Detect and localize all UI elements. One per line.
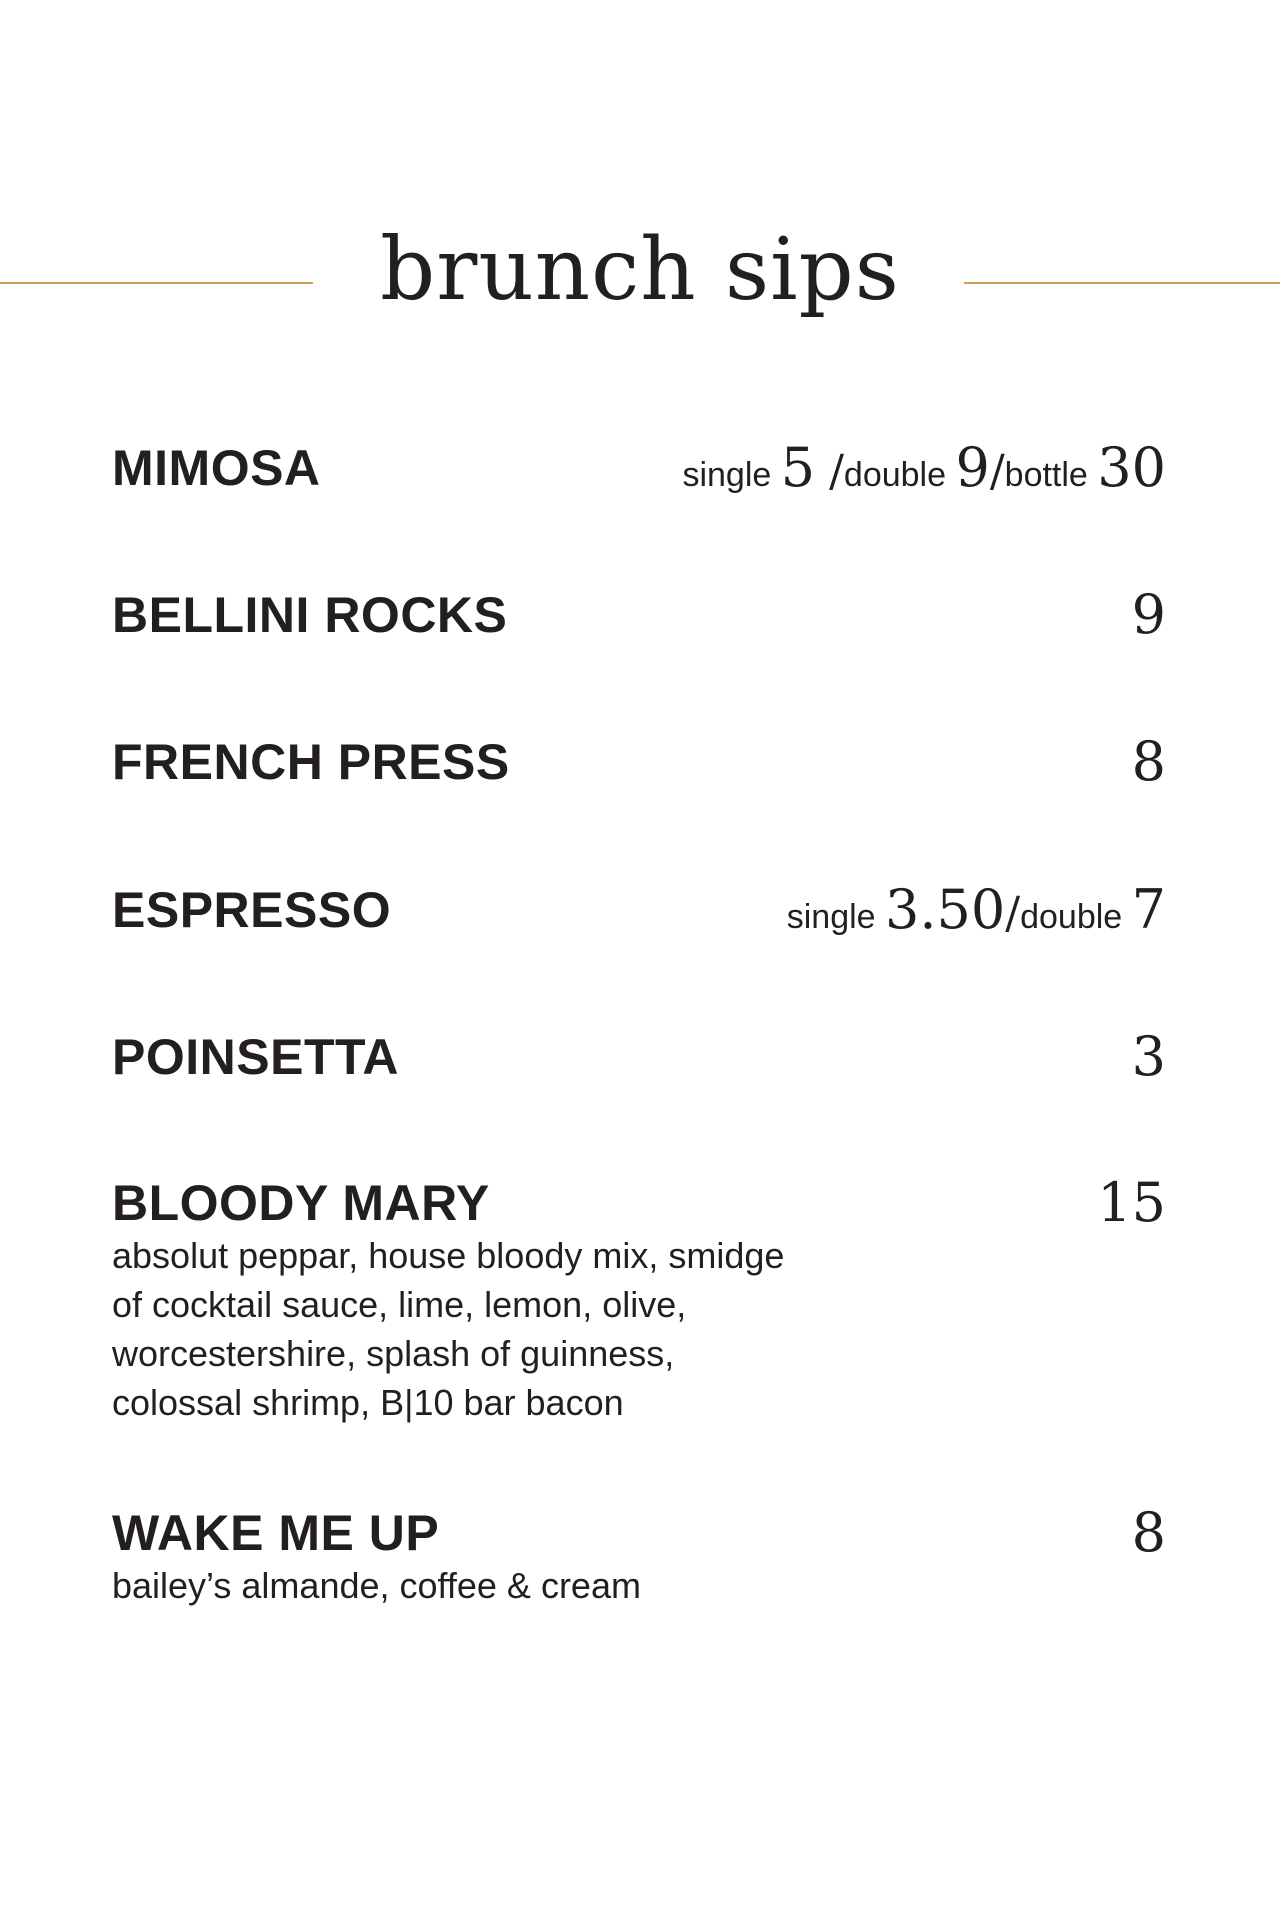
item-price — [1097, 1173, 1166, 1246]
item-price — [1132, 585, 1166, 658]
price-size-label: double — [1020, 898, 1132, 936]
price-separator: / — [1005, 888, 1021, 939]
item-description — [112, 1231, 872, 1427]
price-value: 30 — [1097, 436, 1166, 499]
price-value: 8 — [1131, 730, 1166, 793]
description-line: absolut peppar, house bloody mix, smidge — [112, 1235, 785, 1276]
price-value: 9 — [1131, 583, 1166, 646]
price-value: 5 — [780, 436, 816, 499]
item-name: MIMOSA — [112, 440, 321, 496]
menu-title: brunch sips — [380, 220, 900, 320]
description-line: bailey’s almande, coffee & cream — [112, 1565, 641, 1606]
description-line: of cocktail sauce, lime, lemon, olive, — [112, 1284, 687, 1325]
item-name: ESPRESSO — [112, 882, 392, 938]
item-price — [682, 438, 1166, 511]
price-value: 15 — [1097, 1171, 1166, 1234]
item-price — [1132, 1503, 1166, 1576]
price-separator: / — [815, 446, 844, 497]
item-price — [1132, 732, 1166, 805]
price-value: 7 — [1131, 878, 1166, 941]
price-separator: / — [989, 446, 1005, 497]
item-name: POINSETTA — [112, 1029, 399, 1085]
price-size-label: double — [843, 456, 956, 494]
price-size-label: single — [682, 456, 781, 494]
item-price — [1132, 1027, 1166, 1100]
price-value: 3 — [1131, 1025, 1166, 1088]
price-size-label: single — [786, 898, 886, 936]
price-value: 9 — [955, 436, 990, 499]
item-name: BELLINI ROCKS — [112, 587, 508, 643]
price-value: 3.50 — [885, 878, 1006, 941]
item-name: WAKE ME UP — [112, 1505, 440, 1561]
price-size-label: bottle — [1004, 456, 1098, 494]
price-value: 8 — [1131, 1501, 1166, 1564]
item-description — [112, 1561, 872, 1610]
description-line: worcestershire, splash of guinness, — [112, 1333, 675, 1374]
menu-header — [0, 215, 1280, 345]
right-divider-rule — [964, 282, 1280, 284]
item-name: FRENCH PRESS — [112, 734, 510, 790]
item-price — [787, 880, 1166, 953]
description-line: colossal shrimp, B|10 bar bacon — [112, 1382, 624, 1423]
item-name: BLOODY MARY — [112, 1175, 490, 1231]
